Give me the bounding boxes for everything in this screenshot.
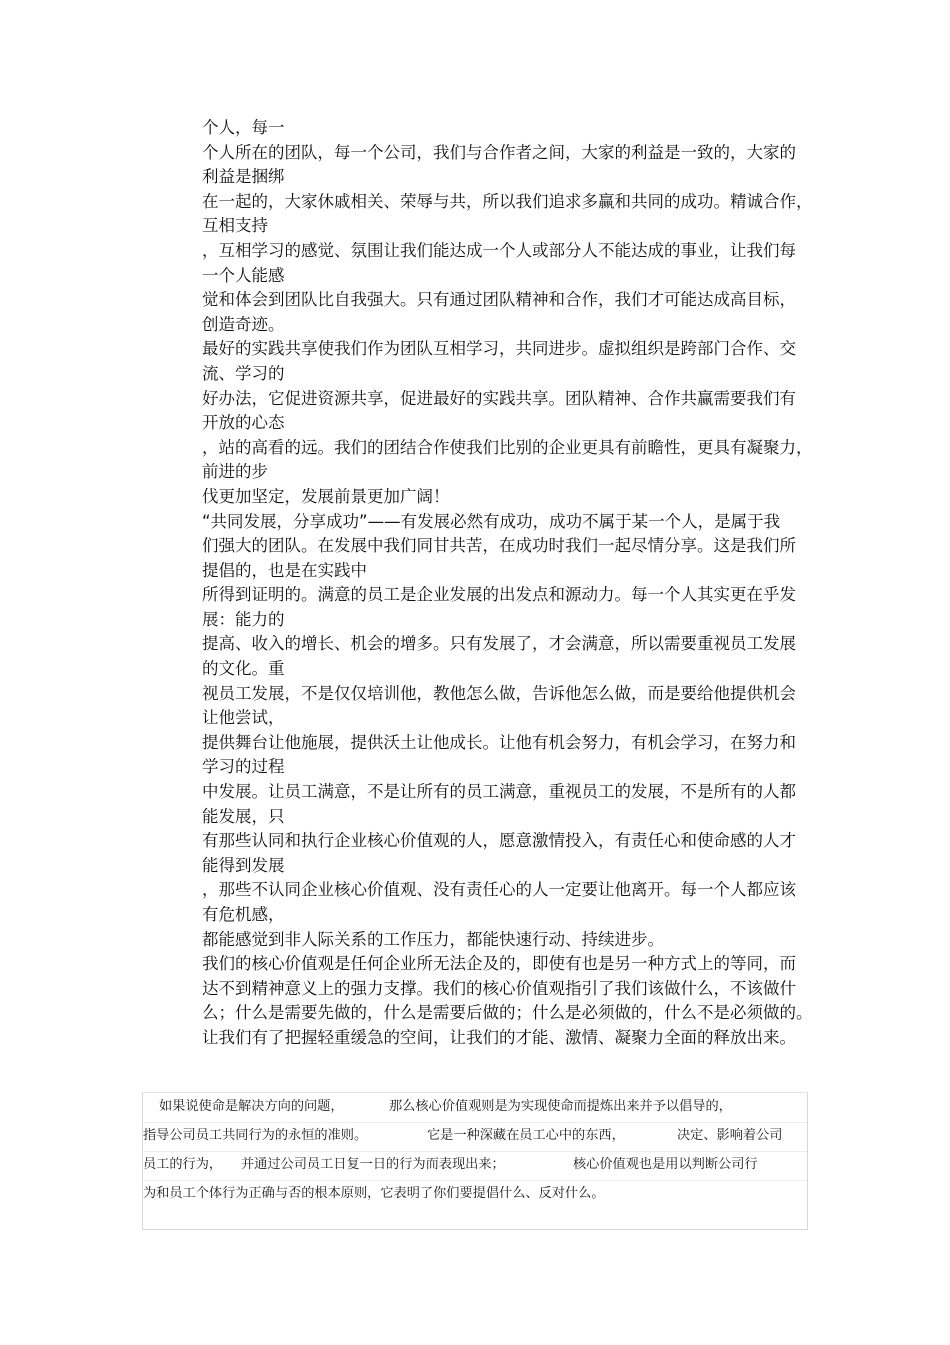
text-line: 有那些认同和执行企业核心价值观的人，愿意激情投入，有责任心和使命感的人才 bbox=[202, 831, 796, 851]
text-line: 好办法，它促进资源共享，促进最好的实践共享。团队精神、合作共赢需要我们有 bbox=[202, 388, 796, 408]
text-line: 最好的实践共享使我们作为团队互相学习，共同进步。虚拟组织是跨部门合作、交 bbox=[202, 339, 796, 359]
text-line: 提倡的，也是在实践中 bbox=[202, 560, 367, 580]
text-line: 有危机感， bbox=[202, 905, 285, 924]
text-line: 前进的步 bbox=[202, 462, 268, 482]
text-line: 么；什么是需要先做的，什么是需要后做的；什么是必须做的，什么不是必须做的。 bbox=[202, 1003, 813, 1023]
text-line: ，站的高看的远。我们的团结合作使我们比别的企业更具有前瞻性，更具有凝聚力， bbox=[202, 437, 813, 457]
excerpt-text: 决定、影响着公司 bbox=[677, 1128, 783, 1143]
excerpt-text: 员工的行为， bbox=[143, 1157, 223, 1172]
text-line: 一个人能感 bbox=[202, 265, 285, 285]
excerpt-divider bbox=[143, 1180, 807, 1181]
excerpt-line bbox=[143, 1182, 807, 1206]
text-line: 视员工发展，不是仅仅培训他，教他怎么做，告诉他怎么做，而是要给他提供机会 bbox=[202, 683, 796, 703]
text-line: 创造奇迹。 bbox=[202, 314, 285, 334]
text-line: 利益是捆绑 bbox=[202, 167, 285, 187]
excerpt-text: 并通过公司员工日复一日的行为而表现出来； bbox=[241, 1157, 505, 1172]
text-line: 个人所在的团队，每一个公司，我们与合作者之间，大家的利益是一致的，大家的 bbox=[202, 142, 796, 162]
text-line: 能发展，只 bbox=[202, 806, 285, 826]
text-line: 个人，每一 bbox=[202, 118, 285, 137]
excerpt-text: 指导公司员工共同行为的永恒的准则。 bbox=[143, 1128, 368, 1143]
excerpt-line bbox=[143, 1095, 807, 1119]
excerpt-line bbox=[143, 1153, 807, 1177]
body-paragraphs bbox=[202, 116, 862, 1051]
text-line: 展：能力的 bbox=[202, 609, 285, 629]
text-line: 能得到发展 bbox=[202, 855, 285, 875]
text-line: 流、学习的 bbox=[202, 363, 285, 383]
text-line: 让他尝试， bbox=[202, 708, 285, 728]
text-line: 学习的过程 bbox=[202, 757, 285, 777]
text-line: 在一起的，大家休戚相关、荣辱与共，所以我们追求多赢和共同的成功。精诚合作， bbox=[202, 191, 813, 211]
text-line: 伐更加坚定，发展前景更加广阔！ bbox=[202, 486, 450, 506]
text-line: “共同发展，分享成功”——有发展必然有成功，成功不属于某一个人，是属于我 bbox=[202, 511, 781, 531]
text-line: 们强大的团队。在发展中我们同甘共苦，在成功时我们一起尽情分享。这是我们所 bbox=[202, 536, 796, 556]
text-line: 都能感觉到非人际关系的工作压力，都能快速行动、持续进步。 bbox=[202, 929, 664, 949]
text-line: 中发展。让员工满意，不是让所有的员工满意，重视员工的发展，不是所有的人都 bbox=[202, 782, 796, 802]
excerpt-box bbox=[142, 1092, 808, 1230]
excerpt-text: 核心价值观也是用以判断公司行 bbox=[573, 1157, 758, 1172]
text-line: 的文化。重 bbox=[202, 659, 285, 679]
text-line: 让我们有了把握轻重缓急的空间，让我们的才能、激情、凝聚力全面的释放出来。 bbox=[202, 1027, 796, 1047]
text-line: 觉和体会到团队比自我强大。只有通过团队精神和合作，我们才可能达成高目标， bbox=[202, 290, 796, 310]
text-line: ，那些不认同企业核心价值观、没有责任心的人一定要让他离开。每一个人都应该 bbox=[202, 880, 796, 900]
excerpt-text: 为和员工个体行为正确与否的根本原则，它表明了你们要提倡什么、反对什么。 bbox=[143, 1186, 605, 1201]
text-line: 达不到精神意义上的强力支撑。我们的核心价值观指引了我们该做什么，不该做什 bbox=[202, 978, 796, 998]
text-line: 开放的心态 bbox=[202, 413, 285, 433]
excerpt-text: 它是一种深藏在员工心中的东西， bbox=[427, 1128, 625, 1143]
excerpt-line bbox=[143, 1124, 807, 1148]
excerpt-divider bbox=[143, 1151, 807, 1152]
excerpt-divider bbox=[143, 1122, 807, 1123]
excerpt-text: 那么核心价值观则是为实现使命而提炼出来并予以倡导的， bbox=[389, 1099, 732, 1114]
text-line: 所得到证明的。满意的员工是企业发展的出发点和源动力。每一个人其实更在乎发 bbox=[202, 585, 796, 605]
text-line: 提高、收入的增长、机会的增多。只有发展了，才会满意，所以需要重视员工发展 bbox=[202, 634, 796, 654]
text-line: ，互相学习的感觉、氛围让我们能达成一个人或部分人不能达成的事业，让我们每 bbox=[202, 240, 796, 260]
excerpt-text: 如果说使命是解决方向的问题， bbox=[159, 1099, 344, 1114]
text-line: 互相支持 bbox=[202, 216, 268, 236]
text-line: 提供舞台让他施展，提供沃土让他成长。让他有机会努力，有机会学习，在努力和 bbox=[202, 732, 796, 752]
text-line: 我们的核心价值观是任何企业所无法企及的，即使有也是另一种方式上的等同，而 bbox=[202, 954, 796, 974]
